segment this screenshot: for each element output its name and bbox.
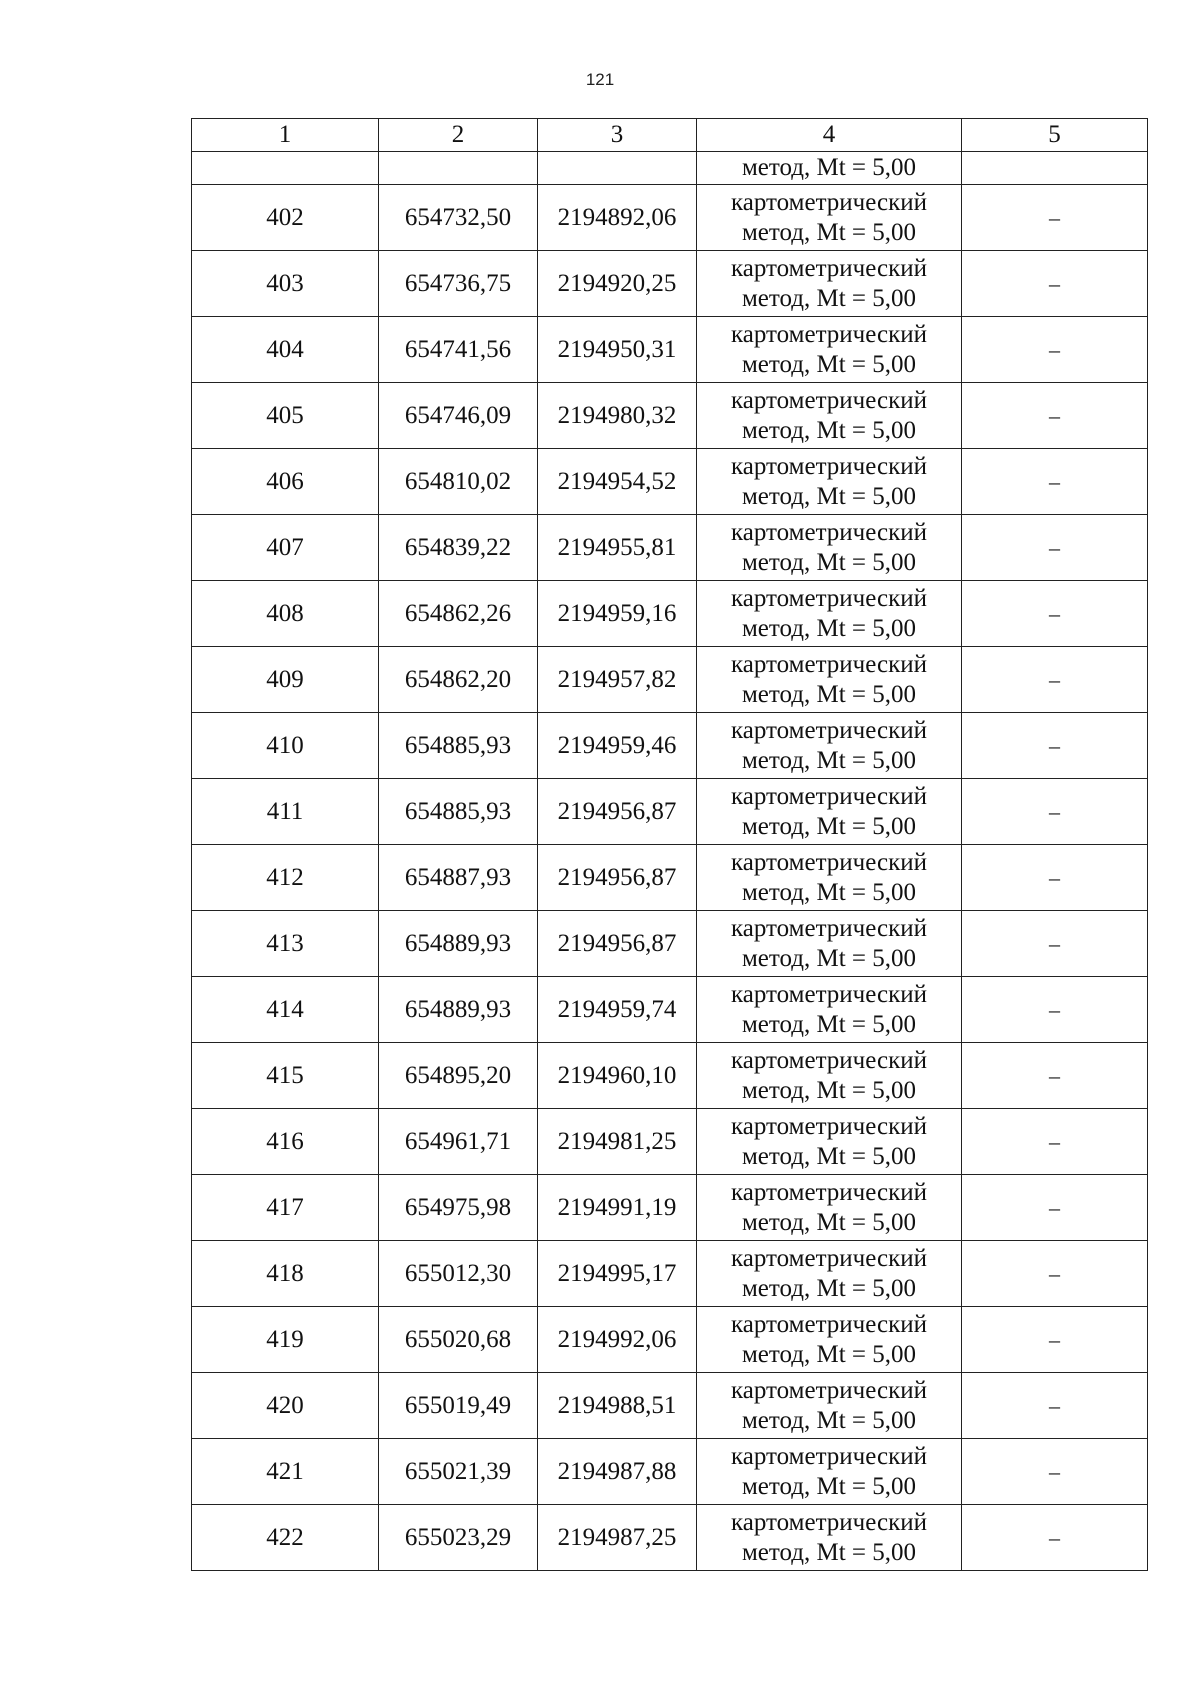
method-line-1: картометрический	[731, 518, 927, 546]
y-coordinate-cell: 2194981,25	[538, 1109, 697, 1175]
y-coordinate-cell: 2194995,17	[538, 1241, 697, 1307]
table-row	[192, 449, 1148, 515]
table-row	[192, 1109, 1148, 1175]
method-cell	[697, 845, 962, 911]
point-number-cell: 422	[192, 1505, 379, 1571]
method-line-1: картометрический	[731, 1508, 927, 1536]
x-coordinate-cell: 655021,39	[379, 1439, 538, 1505]
point-number-cell: 418	[192, 1241, 379, 1307]
method-line-1: картометрический	[731, 914, 927, 942]
table-row	[192, 1175, 1148, 1241]
x-coordinate-cell: 654810,02	[379, 449, 538, 515]
note-cell: –	[962, 1307, 1148, 1373]
continuation-cell-3	[538, 152, 697, 185]
method-cell	[697, 713, 962, 779]
note-cell: –	[962, 1439, 1148, 1505]
y-coordinate-cell: 2194991,19	[538, 1175, 697, 1241]
x-coordinate-cell: 654885,93	[379, 779, 538, 845]
point-number-cell: 407	[192, 515, 379, 581]
table-row	[192, 185, 1148, 251]
y-coordinate-cell: 2194955,81	[538, 515, 697, 581]
x-coordinate-cell: 654895,20	[379, 1043, 538, 1109]
method-line-1: картометрический	[731, 1310, 927, 1338]
method-cell	[697, 1307, 962, 1373]
point-number-cell: 409	[192, 647, 379, 713]
note-cell: –	[962, 1373, 1148, 1439]
continuation-row	[192, 152, 1148, 185]
method-line-1: картометрический	[731, 1178, 927, 1206]
y-coordinate-cell: 2194959,74	[538, 977, 697, 1043]
column-header-3: 3	[538, 119, 697, 152]
table-row	[192, 1043, 1148, 1109]
table-row	[192, 1505, 1148, 1571]
table-row	[192, 1241, 1148, 1307]
method-cell	[697, 1505, 962, 1571]
table-row	[192, 713, 1148, 779]
x-coordinate-cell: 654889,93	[379, 977, 538, 1043]
table-header-row	[192, 119, 1148, 152]
table-row	[192, 647, 1148, 713]
method-line-1: картометрический	[731, 1046, 927, 1074]
method-cell	[697, 185, 962, 251]
method-line-2: метод, Mt = 5,00	[741, 350, 917, 378]
column-header-1: 1	[192, 119, 379, 152]
point-number-cell: 411	[192, 779, 379, 845]
table-row	[192, 1373, 1148, 1439]
method-line-2: метод, Mt = 5,00	[741, 746, 917, 774]
method-line-1: картометрический	[731, 1376, 927, 1404]
table-row	[192, 515, 1148, 581]
method-cell	[697, 779, 962, 845]
note-cell: –	[962, 779, 1148, 845]
table-row	[192, 251, 1148, 317]
note-cell: –	[962, 383, 1148, 449]
y-coordinate-cell: 2194956,87	[538, 779, 697, 845]
y-coordinate-cell: 2194954,52	[538, 449, 697, 515]
method-line-1: картометрический	[731, 716, 927, 744]
y-coordinate-cell: 2194950,31	[538, 317, 697, 383]
method-cell	[697, 647, 962, 713]
y-coordinate-cell: 2194959,16	[538, 581, 697, 647]
table-row	[192, 383, 1148, 449]
note-cell: –	[962, 1505, 1148, 1571]
method-cell	[697, 977, 962, 1043]
method-line-2: метод, Mt = 5,00	[741, 218, 917, 246]
method-line-1: картометрический	[731, 782, 927, 810]
continuation-cell-5	[962, 152, 1148, 185]
method-line-1: картометрический	[731, 254, 927, 282]
method-cell	[697, 383, 962, 449]
method-line-2: метод, Mt = 5,00	[741, 1340, 917, 1368]
method-line-1: картометрический	[731, 452, 927, 480]
column-header-4: 4	[697, 119, 962, 152]
method-cell	[697, 1043, 962, 1109]
y-coordinate-cell: 2194988,51	[538, 1373, 697, 1439]
method-cell	[697, 581, 962, 647]
method-line-2: метод, Mt = 5,00	[741, 284, 917, 312]
point-number-cell: 413	[192, 911, 379, 977]
note-cell: –	[962, 911, 1148, 977]
method-cell	[697, 1439, 962, 1505]
point-number-cell: 417	[192, 1175, 379, 1241]
table-row	[192, 1307, 1148, 1373]
method-cell	[697, 1241, 962, 1307]
note-cell: –	[962, 515, 1148, 581]
x-coordinate-cell: 654839,22	[379, 515, 538, 581]
note-cell: –	[962, 317, 1148, 383]
point-number-cell: 405	[192, 383, 379, 449]
note-cell: –	[962, 845, 1148, 911]
table-row	[192, 1439, 1148, 1505]
page-number: 121	[585, 70, 615, 89]
method-line-2: метод, Mt = 5,00	[741, 1208, 917, 1236]
method-line-1: картометрический	[731, 584, 927, 612]
y-coordinate-cell: 2194956,87	[538, 845, 697, 911]
y-coordinate-cell: 2194959,46	[538, 713, 697, 779]
note-cell: –	[962, 1241, 1148, 1307]
method-line-2: метод, Mt = 5,00	[741, 812, 917, 840]
method-line-1: картометрический	[731, 1112, 927, 1140]
continuation-method-cell: метод, Mt = 5,00	[697, 152, 962, 185]
point-number-cell: 412	[192, 845, 379, 911]
continuation-cell-2	[379, 152, 538, 185]
table-row	[192, 779, 1148, 845]
point-number-cell: 402	[192, 185, 379, 251]
note-cell: –	[962, 1043, 1148, 1109]
table-row	[192, 977, 1148, 1043]
method-cell	[697, 515, 962, 581]
method-line-2: метод, Mt = 5,00	[741, 1472, 917, 1500]
point-number-cell: 414	[192, 977, 379, 1043]
x-coordinate-cell: 654889,93	[379, 911, 538, 977]
point-number-cell: 421	[192, 1439, 379, 1505]
y-coordinate-cell: 2194992,06	[538, 1307, 697, 1373]
method-line-1: картометрический	[731, 188, 927, 216]
method-line-2: метод, Mt = 5,00	[741, 1010, 917, 1038]
point-number-cell: 416	[192, 1109, 379, 1175]
point-number-cell: 419	[192, 1307, 379, 1373]
point-number-cell: 404	[192, 317, 379, 383]
method-line-1: картометрический	[731, 980, 927, 1008]
y-coordinate-cell: 2194956,87	[538, 911, 697, 977]
method-line-2: метод, Mt = 5,00	[741, 1076, 917, 1104]
note-cell: –	[962, 251, 1148, 317]
method-cell	[697, 317, 962, 383]
continuation-cell-1	[192, 152, 379, 185]
point-number-cell: 410	[192, 713, 379, 779]
note-cell: –	[962, 449, 1148, 515]
column-header-5: 5	[962, 119, 1148, 152]
method-cell	[697, 1109, 962, 1175]
coordinates-table	[191, 118, 1148, 1571]
method-line-1: картометрический	[731, 1244, 927, 1272]
x-coordinate-cell: 655020,68	[379, 1307, 538, 1373]
x-coordinate-cell: 654862,26	[379, 581, 538, 647]
method-line-2: метод, Mt = 5,00	[741, 944, 917, 972]
x-coordinate-cell: 654887,93	[379, 845, 538, 911]
x-coordinate-cell: 654961,71	[379, 1109, 538, 1175]
point-number-cell: 408	[192, 581, 379, 647]
y-coordinate-cell: 2194892,06	[538, 185, 697, 251]
x-coordinate-cell: 654746,09	[379, 383, 538, 449]
method-line-1: картометрический	[731, 386, 927, 414]
x-coordinate-cell: 654975,98	[379, 1175, 538, 1241]
method-line-1: картометрический	[731, 650, 927, 678]
point-number-cell: 415	[192, 1043, 379, 1109]
table-row	[192, 317, 1148, 383]
method-line-1: картометрический	[731, 320, 927, 348]
x-coordinate-cell: 655023,29	[379, 1505, 538, 1571]
point-number-cell: 420	[192, 1373, 379, 1439]
method-line-2: метод, Mt = 5,00	[741, 1406, 917, 1434]
method-line-1: картометрический	[731, 1442, 927, 1470]
note-cell: –	[962, 647, 1148, 713]
note-cell: –	[962, 1175, 1148, 1241]
method-cell	[697, 911, 962, 977]
x-coordinate-cell: 654862,20	[379, 647, 538, 713]
y-coordinate-cell: 2194920,25	[538, 251, 697, 317]
method-line-2: метод, Mt = 5,00	[741, 680, 917, 708]
method-line-2: метод, Mt = 5,00	[741, 1538, 917, 1566]
method-line-2: метод, Mt = 5,00	[741, 1274, 917, 1302]
x-coordinate-cell: 654741,56	[379, 317, 538, 383]
method-cell	[697, 449, 962, 515]
note-cell: –	[962, 1109, 1148, 1175]
method-cell	[697, 251, 962, 317]
method-line-2: метод, Mt = 5,00	[741, 482, 917, 510]
table-row	[192, 911, 1148, 977]
point-number-cell: 406	[192, 449, 379, 515]
x-coordinate-cell: 654885,93	[379, 713, 538, 779]
method-cell	[697, 1373, 962, 1439]
table-row	[192, 581, 1148, 647]
table-row	[192, 845, 1148, 911]
note-cell: –	[962, 977, 1148, 1043]
y-coordinate-cell: 2194960,10	[538, 1043, 697, 1109]
y-coordinate-cell: 2194987,88	[538, 1439, 697, 1505]
method-line-2: метод, Mt = 5,00	[741, 878, 917, 906]
method-line-1: картометрический	[731, 848, 927, 876]
method-line-2: метод, Mt = 5,00	[741, 614, 917, 642]
method-line-2: метод, Mt = 5,00	[741, 1142, 917, 1170]
x-coordinate-cell: 655012,30	[379, 1241, 538, 1307]
y-coordinate-cell: 2194980,32	[538, 383, 697, 449]
column-header-2: 2	[379, 119, 538, 152]
note-cell: –	[962, 713, 1148, 779]
method-line-2: метод, Mt = 5,00	[741, 548, 917, 576]
method-line-2: метод, Mt = 5,00	[741, 416, 917, 444]
x-coordinate-cell: 654732,50	[379, 185, 538, 251]
point-number-cell: 403	[192, 251, 379, 317]
y-coordinate-cell: 2194987,25	[538, 1505, 697, 1571]
method-cell	[697, 1175, 962, 1241]
note-cell: –	[962, 581, 1148, 647]
x-coordinate-cell: 655019,49	[379, 1373, 538, 1439]
x-coordinate-cell: 654736,75	[379, 251, 538, 317]
note-cell: –	[962, 185, 1148, 251]
y-coordinate-cell: 2194957,82	[538, 647, 697, 713]
